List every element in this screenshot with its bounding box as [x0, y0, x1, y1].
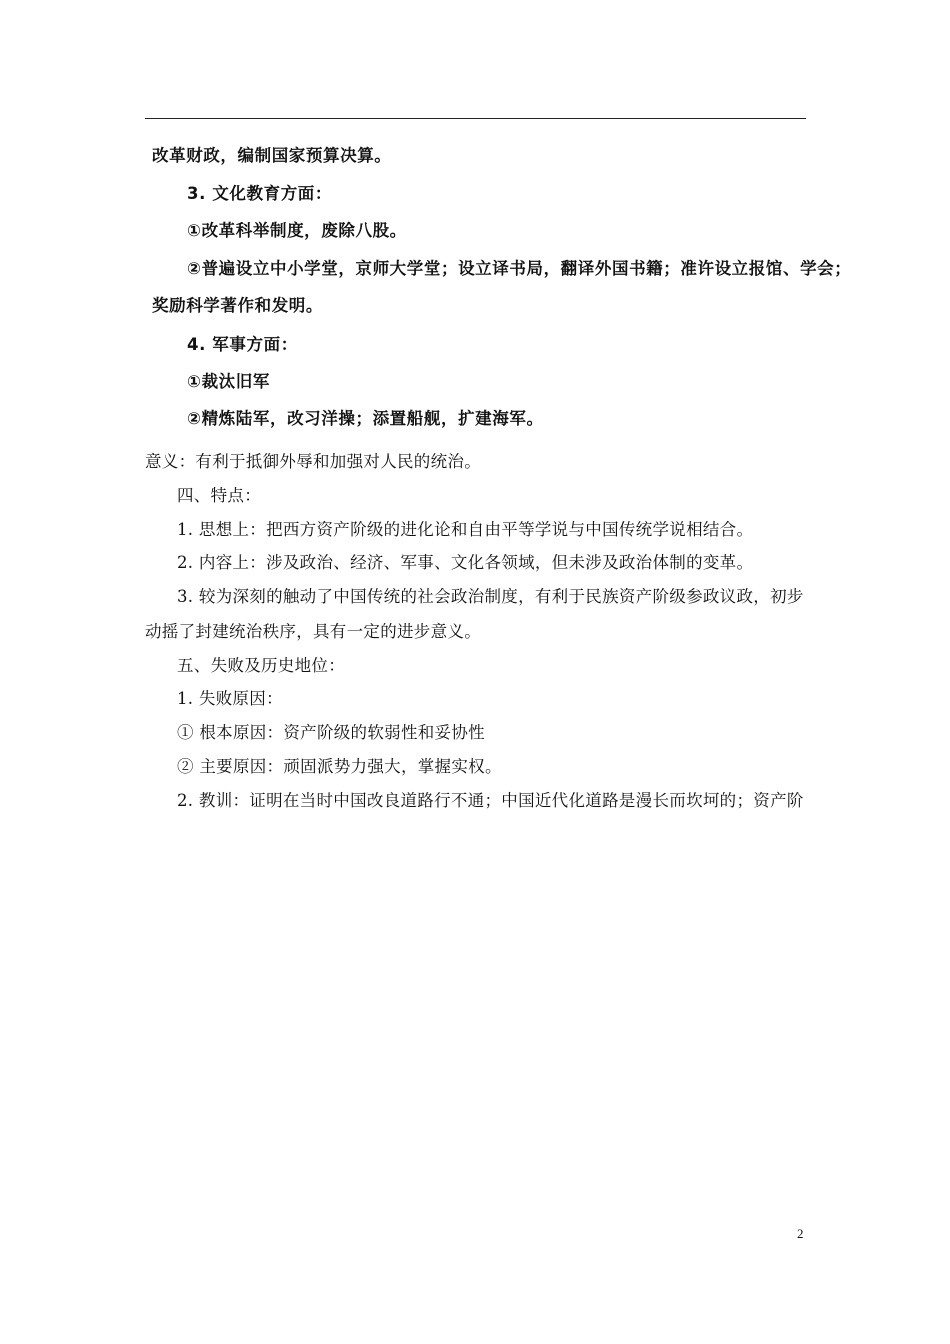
text-line: 1. 思想上：把西方资产阶级的进化论和自由平等学说与中国传统学说相结合。: [177, 520, 754, 539]
section-heading: 3. 文化教育方面：: [187, 184, 332, 203]
section-heading: 四、特点：: [177, 486, 261, 505]
text-line: ① 根本原因：资产阶级的软弱性和妥协性: [177, 723, 485, 742]
text-line: ② 主要原因：顽固派势力强大，掌握实权。: [177, 757, 502, 776]
header-rule: [145, 118, 806, 119]
text-line: ①裁汰旧军: [187, 372, 270, 391]
page-number: 2: [797, 1226, 804, 1241]
text-line: 3. 较为深刻的触动了中国传统的社会政治制度，有利于民族资产阶级参政议政，初步: [177, 587, 804, 606]
text-line: 1. 失败原因：: [177, 689, 283, 708]
section-heading: 4. 军事方面：: [187, 335, 298, 354]
text-line: 2. 教训：证明在当时中国改良道路行不通；中国近代化道路是漫长而坎坷的；资产阶: [177, 791, 804, 810]
section-heading: 五、失败及历史地位：: [177, 656, 345, 675]
text-line: 2. 内容上：涉及政治、经济、军事、文化各领域，但未涉及政治体制的变革。: [177, 553, 754, 572]
text-line: ①改革科举制度，废除八股。: [187, 221, 407, 240]
text-line: 动摇了封建统治秩序，具有一定的进步意义。: [145, 622, 481, 641]
text-line: ②精炼陆军，改习洋操；添置船舰，扩建海军。: [187, 409, 544, 428]
text-line: ②普遍设立中小学堂，京师大学堂；设立译书局，翻译外国书籍；准许设立报馆、学会；: [187, 259, 852, 278]
text-line: 改革财政，编制国家预算决算。: [152, 146, 392, 165]
text-line: 意义：有利于抵御外辱和加强对人民的统治。: [145, 452, 481, 471]
text-line: 奖励科学著作和发明。: [152, 296, 323, 315]
